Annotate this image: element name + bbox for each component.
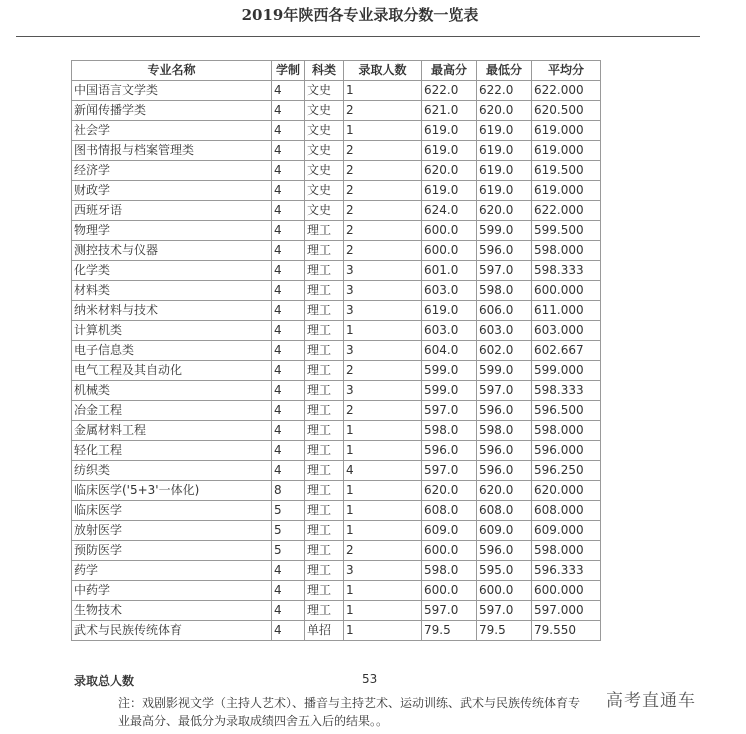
cell-major-name: 放射医学 xyxy=(72,521,272,541)
cell-min-score: 596.0 xyxy=(477,541,532,561)
table-row xyxy=(72,441,601,461)
cell-category: 理工 xyxy=(305,241,344,261)
cell-admitted-count: 1 xyxy=(344,321,422,341)
cell-avg-score: 79.550 xyxy=(532,621,601,641)
cell-avg-score: 611.000 xyxy=(532,301,601,321)
cell-years: 4 xyxy=(272,301,305,321)
cell-category: 理工 xyxy=(305,281,344,301)
cell-max-score: 600.0 xyxy=(422,581,477,601)
cell-avg-score: 622.000 xyxy=(532,81,601,101)
cell-admitted-count: 1 xyxy=(344,481,422,501)
cell-avg-score: 598.000 xyxy=(532,241,601,261)
cell-avg-score: 598.333 xyxy=(532,261,601,281)
cell-major-name: 电气工程及其自动化 xyxy=(72,361,272,381)
table-row xyxy=(72,201,601,221)
watermark-text: 高考直通车 xyxy=(606,691,696,711)
cell-admitted-count: 1 xyxy=(344,81,422,101)
table-row xyxy=(72,601,601,621)
cell-major-name: 西班牙语 xyxy=(72,201,272,221)
cell-min-score: 620.0 xyxy=(477,201,532,221)
cell-major-name: 轻化工程 xyxy=(72,441,272,461)
cell-max-score: 598.0 xyxy=(422,561,477,581)
cell-category: 文史 xyxy=(305,201,344,221)
cell-avg-score: 619.000 xyxy=(532,121,601,141)
cell-category: 理工 xyxy=(305,321,344,341)
cell-years: 4 xyxy=(272,561,305,581)
table-row xyxy=(72,401,601,421)
table-header-row xyxy=(72,61,601,81)
cell-major-name: 财政学 xyxy=(72,181,272,201)
cell-category: 理工 xyxy=(305,461,344,481)
cell-major-name: 预防医学 xyxy=(72,541,272,561)
cell-avg-score: 596.500 xyxy=(532,401,601,421)
cell-max-score: 597.0 xyxy=(422,601,477,621)
table-row xyxy=(72,421,601,441)
cell-category: 理工 xyxy=(305,501,344,521)
table-row xyxy=(72,221,601,241)
cell-avg-score: 620.000 xyxy=(532,481,601,501)
cell-major-name: 机械类 xyxy=(72,381,272,401)
cell-min-score: 600.0 xyxy=(477,581,532,601)
cell-admitted-count: 2 xyxy=(344,161,422,181)
table-row xyxy=(72,121,601,141)
cell-min-score: 597.0 xyxy=(477,261,532,281)
admission-scores-table xyxy=(71,60,601,641)
cell-avg-score: 608.000 xyxy=(532,501,601,521)
cell-admitted-count: 1 xyxy=(344,501,422,521)
cell-avg-score: 622.000 xyxy=(532,201,601,221)
cell-major-name: 纳米材料与技术 xyxy=(72,301,272,321)
cell-admitted-count: 2 xyxy=(344,241,422,261)
cell-min-score: 620.0 xyxy=(477,481,532,501)
table-row xyxy=(72,461,601,481)
table-row xyxy=(72,481,601,501)
cell-min-score: 606.0 xyxy=(477,301,532,321)
cell-major-name: 化学类 xyxy=(72,261,272,281)
cell-category: 理工 xyxy=(305,261,344,281)
cell-years: 4 xyxy=(272,241,305,261)
cell-major-name: 计算机类 xyxy=(72,321,272,341)
cell-category: 理工 xyxy=(305,361,344,381)
cell-years: 5 xyxy=(272,521,305,541)
cell-category: 文史 xyxy=(305,161,344,181)
cell-years: 4 xyxy=(272,121,305,141)
cell-min-score: 79.5 xyxy=(477,621,532,641)
cell-category: 文史 xyxy=(305,181,344,201)
cell-avg-score: 619.000 xyxy=(532,141,601,161)
cell-avg-score: 603.000 xyxy=(532,321,601,341)
table-row xyxy=(72,561,601,581)
table-row xyxy=(72,301,601,321)
cell-max-score: 600.0 xyxy=(422,221,477,241)
cell-avg-score: 600.000 xyxy=(532,281,601,301)
cell-admitted-count: 3 xyxy=(344,281,422,301)
cell-category: 理工 xyxy=(305,481,344,501)
table-row xyxy=(72,281,601,301)
cell-years: 4 xyxy=(272,221,305,241)
cell-admitted-count: 2 xyxy=(344,201,422,221)
cell-major-name: 图书情报与档案管理类 xyxy=(72,141,272,161)
cell-admitted-count: 1 xyxy=(344,581,422,601)
cell-major-name: 纺织类 xyxy=(72,461,272,481)
cell-category: 单招 xyxy=(305,621,344,641)
cell-admitted-count: 2 xyxy=(344,401,422,421)
cell-admitted-count: 3 xyxy=(344,301,422,321)
cell-min-score: 597.0 xyxy=(477,381,532,401)
cell-category: 理工 xyxy=(305,301,344,321)
footnote: 注：戏剧影视文学（主持人艺术）、播音与主持艺术、运动训练、武术与民族传统体育专业最高分、最低分为录取成绩四舍五入后的结果。。 xyxy=(118,696,581,728)
cell-years: 4 xyxy=(272,621,305,641)
cell-max-score: 619.0 xyxy=(422,121,477,141)
cell-years: 4 xyxy=(272,601,305,621)
cell-min-score: 598.0 xyxy=(477,421,532,441)
table-row xyxy=(72,161,601,181)
table-row xyxy=(72,181,601,201)
cell-avg-score: 619.000 xyxy=(532,181,601,201)
cell-years: 4 xyxy=(272,361,305,381)
cell-major-name: 测控技术与仪器 xyxy=(72,241,272,261)
cell-years: 8 xyxy=(272,481,305,501)
cell-admitted-count: 1 xyxy=(344,621,422,641)
cell-min-score: 619.0 xyxy=(477,161,532,181)
cell-category: 理工 xyxy=(305,521,344,541)
cell-max-score: 599.0 xyxy=(422,361,477,381)
cell-category: 理工 xyxy=(305,541,344,561)
table-row xyxy=(72,501,601,521)
cell-admitted-count: 1 xyxy=(344,121,422,141)
cell-admitted-count: 1 xyxy=(344,601,422,621)
cell-max-score: 619.0 xyxy=(422,181,477,201)
cell-category: 理工 xyxy=(305,441,344,461)
cell-major-name: 冶金工程 xyxy=(72,401,272,421)
cell-avg-score: 619.500 xyxy=(532,161,601,181)
cell-category: 文史 xyxy=(305,101,344,121)
cell-max-score: 620.0 xyxy=(422,161,477,181)
cell-max-score: 619.0 xyxy=(422,141,477,161)
cell-major-name: 电子信息类 xyxy=(72,341,272,361)
cell-max-score: 597.0 xyxy=(422,401,477,421)
cell-avg-score: 598.000 xyxy=(532,421,601,441)
cell-max-score: 603.0 xyxy=(422,321,477,341)
cell-avg-score: 599.500 xyxy=(532,221,601,241)
total-value: 53 xyxy=(362,672,378,686)
cell-min-score: 622.0 xyxy=(477,81,532,101)
cell-years: 4 xyxy=(272,461,305,481)
cell-min-score: 602.0 xyxy=(477,341,532,361)
header-admitted-count: 录取人数 xyxy=(344,61,422,81)
header-min-score: 最低分 xyxy=(477,61,532,81)
cell-years: 4 xyxy=(272,161,305,181)
cell-category: 理工 xyxy=(305,401,344,421)
cell-avg-score: 598.000 xyxy=(532,541,601,561)
cell-years: 5 xyxy=(272,501,305,521)
cell-min-score: 603.0 xyxy=(477,321,532,341)
cell-major-name: 中国语言文学类 xyxy=(72,81,272,101)
cell-admitted-count: 1 xyxy=(344,521,422,541)
cell-category: 理工 xyxy=(305,421,344,441)
cell-min-score: 609.0 xyxy=(477,521,532,541)
page-title: 2019年陕西各专业录取分数一览表 xyxy=(241,6,479,24)
cell-years: 4 xyxy=(272,201,305,221)
cell-admitted-count: 3 xyxy=(344,261,422,281)
cell-category: 理工 xyxy=(305,581,344,601)
cell-major-name: 临床医学 xyxy=(72,501,272,521)
cell-major-name: 武术与民族传统体育 xyxy=(72,621,272,641)
cell-major-name: 生物技术 xyxy=(72,601,272,621)
cell-years: 4 xyxy=(272,81,305,101)
cell-min-score: 599.0 xyxy=(477,361,532,381)
table-row xyxy=(72,101,601,121)
cell-category: 理工 xyxy=(305,381,344,401)
cell-max-score: 604.0 xyxy=(422,341,477,361)
total-label: 录取总人数 xyxy=(74,674,135,688)
table-row xyxy=(72,621,601,641)
cell-min-score: 597.0 xyxy=(477,601,532,621)
cell-category: 理工 xyxy=(305,341,344,361)
table-row xyxy=(72,521,601,541)
cell-years: 4 xyxy=(272,381,305,401)
table-row xyxy=(72,81,601,101)
table-row xyxy=(72,141,601,161)
cell-max-score: 596.0 xyxy=(422,441,477,461)
cell-major-name: 材料类 xyxy=(72,281,272,301)
cell-years: 4 xyxy=(272,341,305,361)
cell-years: 4 xyxy=(272,261,305,281)
cell-years: 4 xyxy=(272,441,305,461)
cell-min-score: 596.0 xyxy=(477,241,532,261)
table-row xyxy=(72,381,601,401)
cell-min-score: 596.0 xyxy=(477,461,532,481)
cell-years: 4 xyxy=(272,401,305,421)
cell-avg-score: 609.000 xyxy=(532,521,601,541)
cell-category: 文史 xyxy=(305,141,344,161)
cell-admitted-count: 3 xyxy=(344,561,422,581)
cell-major-name: 新闻传播学类 xyxy=(72,101,272,121)
cell-max-score: 609.0 xyxy=(422,521,477,541)
header-avg-score: 平均分 xyxy=(532,61,601,81)
cell-max-score: 599.0 xyxy=(422,381,477,401)
cell-years: 4 xyxy=(272,141,305,161)
cell-admitted-count: 2 xyxy=(344,221,422,241)
cell-max-score: 600.0 xyxy=(422,541,477,561)
cell-years: 4 xyxy=(272,581,305,601)
cell-years: 4 xyxy=(272,421,305,441)
cell-admitted-count: 4 xyxy=(344,461,422,481)
cell-max-score: 601.0 xyxy=(422,261,477,281)
table-row xyxy=(72,361,601,381)
cell-admitted-count: 3 xyxy=(344,381,422,401)
table-row xyxy=(72,581,601,601)
cell-years: 5 xyxy=(272,541,305,561)
cell-admitted-count: 2 xyxy=(344,101,422,121)
cell-max-score: 600.0 xyxy=(422,241,477,261)
cell-min-score: 619.0 xyxy=(477,121,532,141)
cell-max-score: 79.5 xyxy=(422,621,477,641)
header-category: 科类 xyxy=(305,61,344,81)
cell-admitted-count: 2 xyxy=(344,361,422,381)
cell-avg-score: 596.333 xyxy=(532,561,601,581)
cell-years: 4 xyxy=(272,101,305,121)
cell-avg-score: 598.333 xyxy=(532,381,601,401)
cell-admitted-count: 3 xyxy=(344,341,422,361)
cell-major-name: 临床医学('5+3'一体化) xyxy=(72,481,272,501)
cell-major-name: 中药学 xyxy=(72,581,272,601)
cell-category: 文史 xyxy=(305,81,344,101)
table-row xyxy=(72,261,601,281)
cell-min-score: 619.0 xyxy=(477,141,532,161)
title-divider xyxy=(16,36,700,37)
cell-min-score: 598.0 xyxy=(477,281,532,301)
cell-min-score: 608.0 xyxy=(477,501,532,521)
cell-max-score: 598.0 xyxy=(422,421,477,441)
header-major-name: 专业名称 xyxy=(72,61,272,81)
cell-max-score: 620.0 xyxy=(422,481,477,501)
cell-avg-score: 597.000 xyxy=(532,601,601,621)
cell-avg-score: 600.000 xyxy=(532,581,601,601)
cell-max-score: 621.0 xyxy=(422,101,477,121)
cell-category: 理工 xyxy=(305,601,344,621)
table-row xyxy=(72,541,601,561)
header-max-score: 最高分 xyxy=(422,61,477,81)
cell-avg-score: 599.000 xyxy=(532,361,601,381)
cell-avg-score: 620.500 xyxy=(532,101,601,121)
cell-min-score: 595.0 xyxy=(477,561,532,581)
cell-major-name: 药学 xyxy=(72,561,272,581)
cell-admitted-count: 2 xyxy=(344,181,422,201)
cell-avg-score: 602.667 xyxy=(532,341,601,361)
cell-years: 4 xyxy=(272,181,305,201)
header-years: 学制 xyxy=(272,61,305,81)
cell-admitted-count: 1 xyxy=(344,441,422,461)
table-row xyxy=(72,341,601,361)
cell-category: 文史 xyxy=(305,121,344,141)
cell-major-name: 物理学 xyxy=(72,221,272,241)
cell-min-score: 619.0 xyxy=(477,181,532,201)
cell-admitted-count: 2 xyxy=(344,541,422,561)
cell-admitted-count: 2 xyxy=(344,141,422,161)
cell-major-name: 社会学 xyxy=(72,121,272,141)
cell-max-score: 597.0 xyxy=(422,461,477,481)
cell-min-score: 620.0 xyxy=(477,101,532,121)
cell-major-name: 经济学 xyxy=(72,161,272,181)
cell-category: 理工 xyxy=(305,561,344,581)
cell-max-score: 603.0 xyxy=(422,281,477,301)
cell-min-score: 596.0 xyxy=(477,441,532,461)
cell-category: 理工 xyxy=(305,221,344,241)
cell-min-score: 596.0 xyxy=(477,401,532,421)
table-row xyxy=(72,241,601,261)
cell-max-score: 608.0 xyxy=(422,501,477,521)
cell-years: 4 xyxy=(272,321,305,341)
cell-max-score: 622.0 xyxy=(422,81,477,101)
cell-max-score: 619.0 xyxy=(422,301,477,321)
cell-years: 4 xyxy=(272,281,305,301)
cell-avg-score: 596.000 xyxy=(532,441,601,461)
cell-min-score: 599.0 xyxy=(477,221,532,241)
cell-major-name: 金属材料工程 xyxy=(72,421,272,441)
cell-max-score: 624.0 xyxy=(422,201,477,221)
cell-admitted-count: 1 xyxy=(344,421,422,441)
cell-avg-score: 596.250 xyxy=(532,461,601,481)
table-row xyxy=(72,321,601,341)
